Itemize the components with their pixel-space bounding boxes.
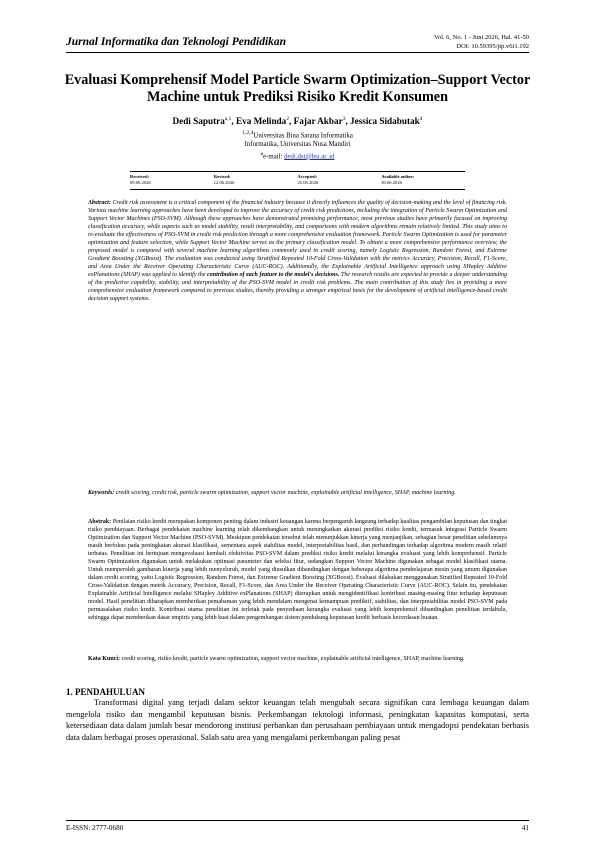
section-heading: 1. PENDAHULUAN bbox=[66, 687, 146, 697]
page-number: 41 bbox=[521, 824, 529, 832]
history-received bbox=[130, 172, 214, 189]
author-sup: 2 bbox=[286, 116, 290, 122]
abstract-label: Abstract: bbox=[88, 200, 111, 206]
journal-name: Jurnal Informatika dan Teknologi Pendidikan bbox=[66, 36, 287, 48]
author-sup: 3 bbox=[342, 116, 346, 122]
footer-divider bbox=[66, 820, 529, 821]
email-label: e-mail: bbox=[263, 152, 285, 160]
abstract-body: Credit risk assessment is a critical component of the financial industry because it directly influences the quality of decision-making and the level of financing risk. Various machine learning approaches have been developed to improve the accuracy of credit risk predictions, including the integration of Particle Swarm Optimization and Support Vector Machines (PSO-SVM). Although these approaches have demonstrated promising performance, most previous studies have primarily focused on improving classification accuracy, while aspects such as model stability, result interpretability, and comparisons with modern algorithms remain relatively limited. This study aims to re-evaluate the effectiveness of PSO-SVM in credit risk prediction through a more comprehensive evaluation framework. Particle Swarm Optimization is used for parameter optimization and feature selection, while Support Vector Machine serves as the primary classification model. To obtain a more comprehensive performance overview, the proposed model is compared with several machine learning algorithms commonly used in credit scoring, namely Logistic Regression, Random Forest, and Extreme Gradient Boosting (XGBoost). The evaluation was conducted using Stratified Repeated 10-Fold Cross-Validation with the metrics Accuracy, Precision, Recall, F1-Score, and Area Under the Receiver Operating Characteristic Curve (AUC-ROC). Additionally, the Explainable Artificial Intelligence approach using SHapley Additive exPlanations (SHAP) was applied to identify the bbox=[88, 200, 508, 278]
doi-line: DOI: 10.59395/jtp.v6i1.192 bbox=[456, 43, 529, 50]
abstract-body-cont: The research results are expected to provide a deeper understanding of the predictive capability, stability, and interpretability of the PSO-SVM model in credit risk problems. The main contribution of this study lies in providing a more comprehensive evaluation framework compared to previous studies, thereby providing a stronger empirical basis for the development of artificial intelligence-based credit decision support systems. bbox=[88, 271, 508, 302]
abstrak-body: Penilaian risiko kredit merupakan komponen penting dalam industri keuangan karena berpengaruh langsung terhadap kualitas pengambilan keputusan dan tingkat risiko pembiayaan. Berbagai pendekatan machine learning telah dikembangkan untuk meningkatkan akurasi prediksi risiko kredit, termasuk integrasi Particle Swarm Optimization dan Support Vector Machine (PSO-SVM). Meskipun pendekatan tersebut telah menunjukkan kinerja yang menjanjikan, sebagian besar penelitian sebelumnya masih berfokus pada peningkatan akurasi klasifikasi, sementara aspek stabilitas model, interpretabilitas hasil, dan perbandingan terhadap algoritma modern masih relatif terbatas. Penelitian ini bertujuan mengevaluasi kembali efektivitas PSO-SVM dalam prediksi risiko kredit melalui kerangka evaluasi yang lebih komprehensif. Particle Swarm Optimization digunakan untuk melakukan optimasi parameter dan seleksi fitur, sedangkan Support Vector Machine digunakan sebagai model klasifikasi utama. Untuk memperoleh gambaran kinerja yang lebih menyeluruh, model yang diusulkan dibandingkan dengan beberapa algoritma pembelajaran mesin yang umum digunakan dalam credit scoring, yaitu Logistic Regression, Random Forest, dan Extreme Gradient Boosting (XGBoost). Evaluasi dilakukan menggunakan Stratified Repeated 10-Fold Cross-Validation dengan metrik Accuracy, Precision, Recall, F1-Score, dan Area Under the Receiver Operating Characteristic Curve (AUC-ROC). Selain itu, pendekatan Explainable Artificial Intelligence melalui SHapley Additive exPlanations (SHAP) diterapkan untuk mengidentifikasi kontribusi masing-masing fitur terhadap keputusan model. Hasil penelitian diharapkan memberikan pemahaman yang lebih mendalam mengenai kemampuan prediktif, stabilitas, dan interpretabilitas model PSO-SVM pada permasalahan risiko kredit. Kontribusi utama penelitian ini terletak pada penyediaan kerangka evaluasi yang lebih komprehensif dibandingkan penelitian terdahulu, sehingga dapat memberikan dasar empiris yang lebih kuat dalam pengembangan sistem pendukung keputusan kredit berbasis kecerdasan buatan. bbox=[88, 519, 508, 621]
history-date: 30.06.2026 bbox=[381, 179, 402, 185]
history-date: 25.06.2026 bbox=[297, 179, 319, 185]
author-name: Jessica Sidabutak bbox=[350, 116, 420, 127]
keywords-indonesian bbox=[88, 656, 507, 664]
author-name: Fajar Akbar bbox=[293, 116, 343, 127]
kata-kunci-label: Kata Kunci: bbox=[88, 656, 121, 662]
email-sup: a bbox=[260, 150, 264, 157]
intro-paragraph: Transformasi digital yang terjadi dalam sektor keuangan telah mengubah secara signifikan cara lembaga keuangan dalam mengelola risiko dan mengambil keputusan bisnis. Perkembangan teknologi informasi, peningkatan kapasitas komputasi, serta ketersediaan data dalam jumlah besar mendorong institusi perbankan dan perusahaan pembiayaan untuk mengadopsi pendekatan berbasis data dalam berbagai proses operasional. Salah satu area yang mengalami perkembangan paling pesat bbox=[66, 698, 529, 742]
author-sup: 4 bbox=[419, 116, 423, 122]
affiliation-block bbox=[66, 129, 529, 161]
kata-kunci-text: credit scoring, risiko kredit, particle swarm optimization, support vector machine, explainable artificial intelligence, SHAP, machine learning. bbox=[121, 656, 465, 662]
author-list: Dedi Saputra$^{a,1}$, Eva Melinda$^2$, Fajar Akbar$^3$, Jessica Sidabutak$^4$ bbox=[172, 116, 423, 127]
author-sup: a,1 bbox=[224, 116, 232, 122]
history-label: Revised: bbox=[213, 174, 231, 179]
affiliation-line-1: Universitas Bina Sarana Informatika bbox=[253, 132, 353, 140]
paper-title: Evaluasi Komprehensif Model Particle Swarm Optimization–Support Vector Machine untuk Prediksi Risiko Kredit Konsumen bbox=[64, 72, 531, 105]
abstract-bold-phrase: contribution of each feature to the model's decisions. bbox=[207, 271, 340, 278]
header-divider bbox=[66, 52, 529, 53]
affiliation-sup: 1,2,4 bbox=[242, 130, 254, 136]
author-name: Dedi Saputra bbox=[172, 116, 225, 127]
affiliation-line-2: Informatika, Universitas Nusa Mandiri bbox=[244, 141, 351, 149]
abstract-indonesian bbox=[88, 519, 507, 623]
history-label: Accepted: bbox=[297, 174, 318, 179]
history-label: Received: bbox=[130, 174, 150, 179]
article-history bbox=[130, 171, 465, 190]
history-available bbox=[381, 172, 465, 189]
history-label: Available online: bbox=[381, 174, 415, 179]
history-revised bbox=[214, 172, 298, 189]
author-name: Eva Melinda bbox=[235, 116, 287, 127]
keywords-label: Keywords: bbox=[88, 490, 115, 496]
history-date: 09.06.2026 bbox=[130, 179, 151, 185]
abstract-english bbox=[88, 200, 507, 304]
author-email-link[interactable]: dedi.dst@bsi.ac.id bbox=[284, 152, 335, 160]
history-date: 12.06.2026 bbox=[213, 179, 235, 185]
keywords-text: credit scoring, credit risk, particle swarm optimization, support vector machine, explainable artificial intelligence, SHAP, machine learning. bbox=[115, 490, 456, 496]
keywords-english bbox=[88, 490, 507, 498]
footer-issn: E-ISSN: 2777-0680 bbox=[66, 824, 124, 832]
journal-volume-info bbox=[434, 33, 529, 51]
abstrak-label: Abstrak: bbox=[88, 519, 112, 525]
volume-line: Vol. 6, No. 1 - Juni 2026, Hal. 41-50 bbox=[433, 34, 529, 41]
history-accepted bbox=[298, 172, 382, 189]
